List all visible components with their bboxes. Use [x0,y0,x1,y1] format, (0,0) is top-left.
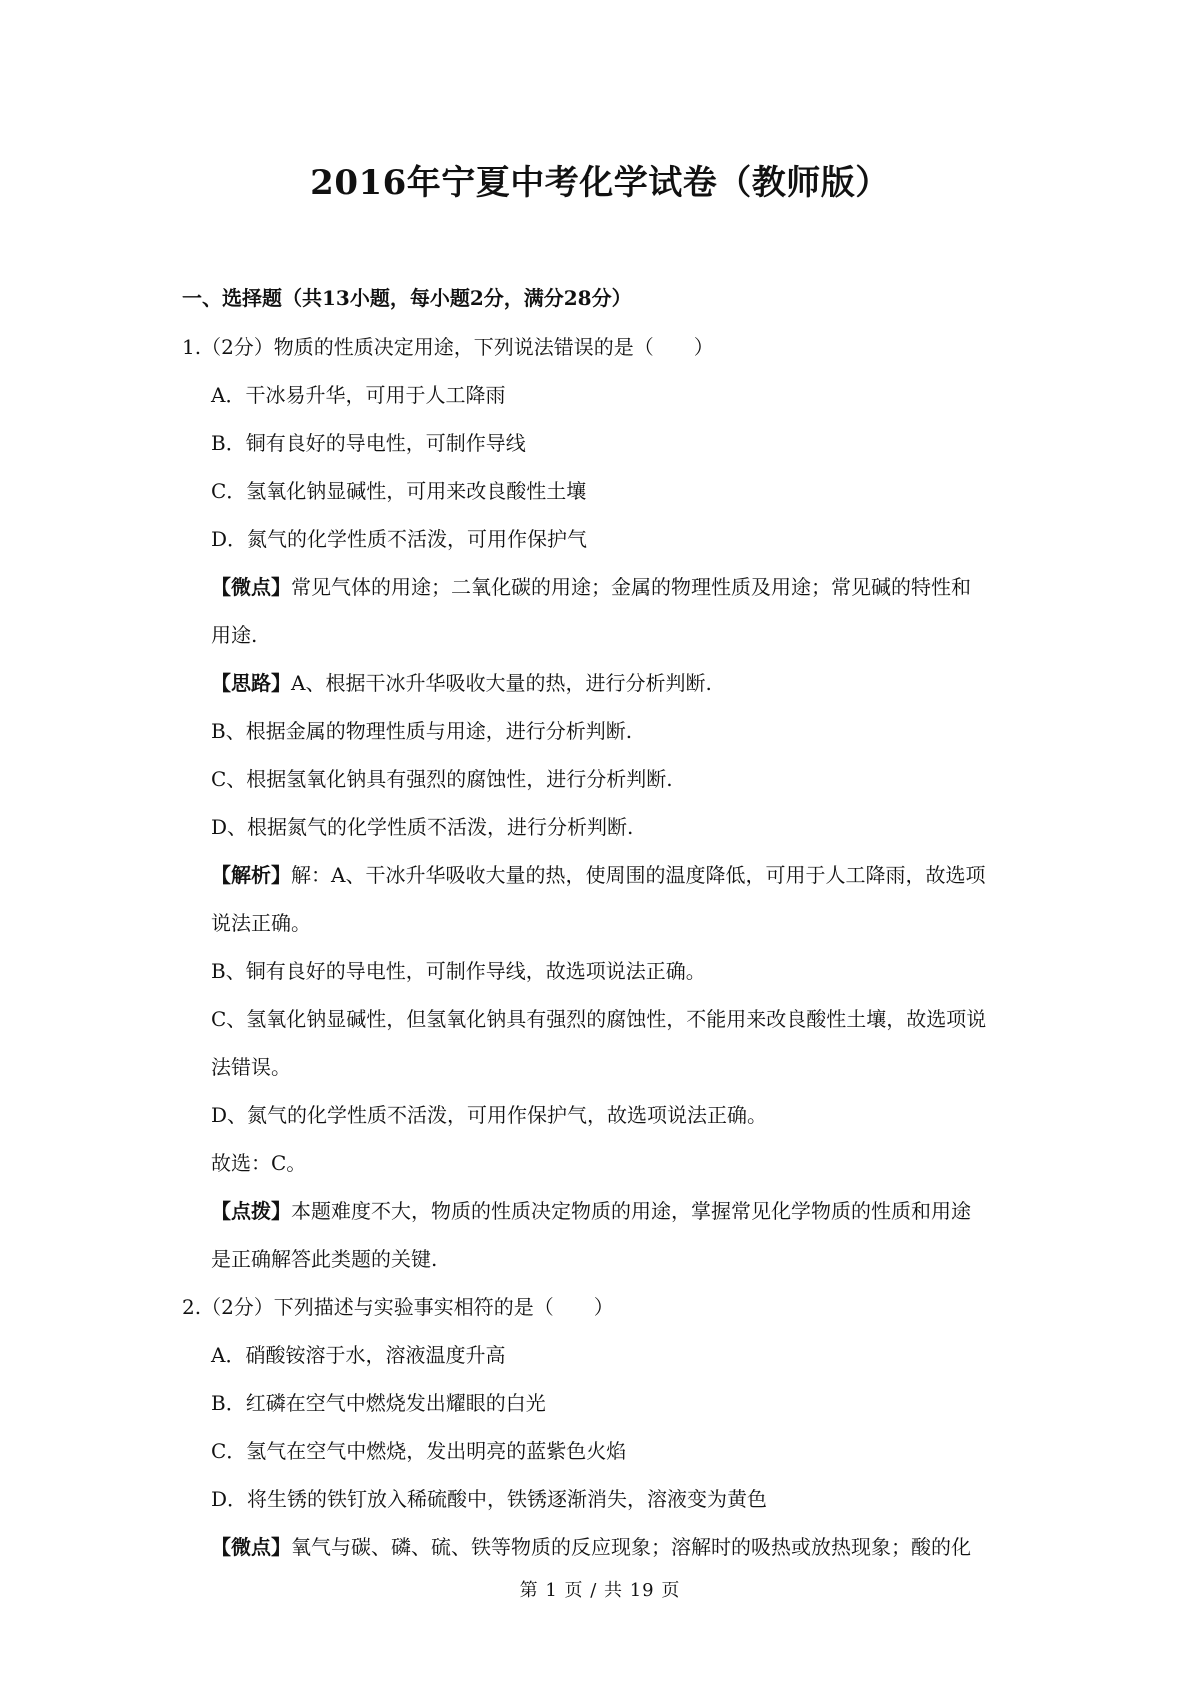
q2-weidian [182,1523,1032,1571]
q1-weidian-cont: 用途. [211,623,258,647]
q1-jiexi-d: D、氮气的化学性质不活泼，可用作保护气，故选项说法正确。 [211,1103,768,1127]
weidian-tag: 【微点】 [211,1535,291,1559]
q1-jiexi-b: B、铜有良好的导电性，可制作导线，故选项说法正确。 [211,959,706,983]
q1-dianbo-cont: 是正确解答此类题的关键. [211,1247,438,1271]
q2-option-c: C．氢气在空气中燃烧，发出明亮的蓝紫色火焰 [211,1439,627,1463]
jiexi-tag: 【解析】 [211,863,291,887]
q1-jiexi-a-cont: 说法正确。 [211,911,311,935]
q1-silu-b: B、根据金属的物理性质与用途，进行分析判断. [211,719,633,743]
q1-silu-d: D、根据氮气的化学性质不活泼，进行分析判断. [211,815,634,839]
q1-silu-c: C、根据氢氧化钠具有强烈的腐蚀性，进行分析判断. [211,767,673,791]
q1-jiexi [182,851,1032,899]
q2-option-a: A．硝酸铵溶于水，溶液温度升高 [211,1343,506,1367]
question-2-stem: 2.（2分）下列描述与实验事实相符的是（ ） [182,1295,614,1319]
q2-weidian-text: 氧气与碳、磷、硫、铁等物质的反应现象；溶解时的吸热或放热现象；酸的化 [291,1535,971,1559]
q2-option-b: B．红磷在空气中燃烧发出耀眼的白光 [211,1391,546,1415]
dianbo-tag: 【点拨】 [211,1199,291,1223]
document-body [182,323,1032,1571]
silu-tag: 【思路】 [211,671,291,695]
q1-option-d: D．氮气的化学性质不活泼，可用作保护气 [211,527,588,551]
q2-option-d: D．将生锈的铁钉放入稀硫酸中，铁锈逐渐消失，溶液变为黄色 [211,1487,768,1511]
q1-dianbo [182,1187,1032,1235]
q1-jiexi-a: 解：A、干冰升华吸收大量的热，使周围的温度降低，可用于人工降雨，故选项 [291,863,986,887]
page-footer: 第 1 页 / 共 19 页 [519,1580,681,1601]
q1-silu-a: A、根据干冰升华吸收大量的热，进行分析判断. [291,671,712,695]
q1-dianbo-text: 本题难度不大，物质的性质决定物质的用途，掌握常见化学物质的性质和用途 [291,1199,971,1223]
q1-silu [182,659,1032,707]
q1-option-b: B．铜有良好的导电性，可制作导线 [211,431,526,455]
q1-answer: 故选：C。 [211,1151,307,1175]
question-1-stem: 1.（2分）物质的性质决定用途，下列说法错误的是（ ） [182,335,714,359]
q1-option-c: C．氢氧化钠显碱性，可用来改良酸性土壤 [211,479,587,503]
q1-option-a: A．干冰易升华，可用于人工降雨 [211,383,506,407]
q1-weidian-text: 常见气体的用途；二氧化碳的用途；金属的物理性质及用途；常见碱的特性和 [291,575,971,599]
q1-jiexi-c: C、氢氧化钠显碱性，但氢氧化钠具有强烈的腐蚀性，不能用来改良酸性土壤，故选项说 [211,1007,987,1031]
q1-weidian [182,563,1032,611]
weidian-tag: 【微点】 [211,575,291,599]
document-title: 2016年宁夏中考化学试卷（教师版） [310,163,890,203]
q1-jiexi-c-cont: 法错误。 [211,1055,291,1079]
section-heading: 一、选择题（共13小题，每小题2分，满分28分） [182,286,632,310]
